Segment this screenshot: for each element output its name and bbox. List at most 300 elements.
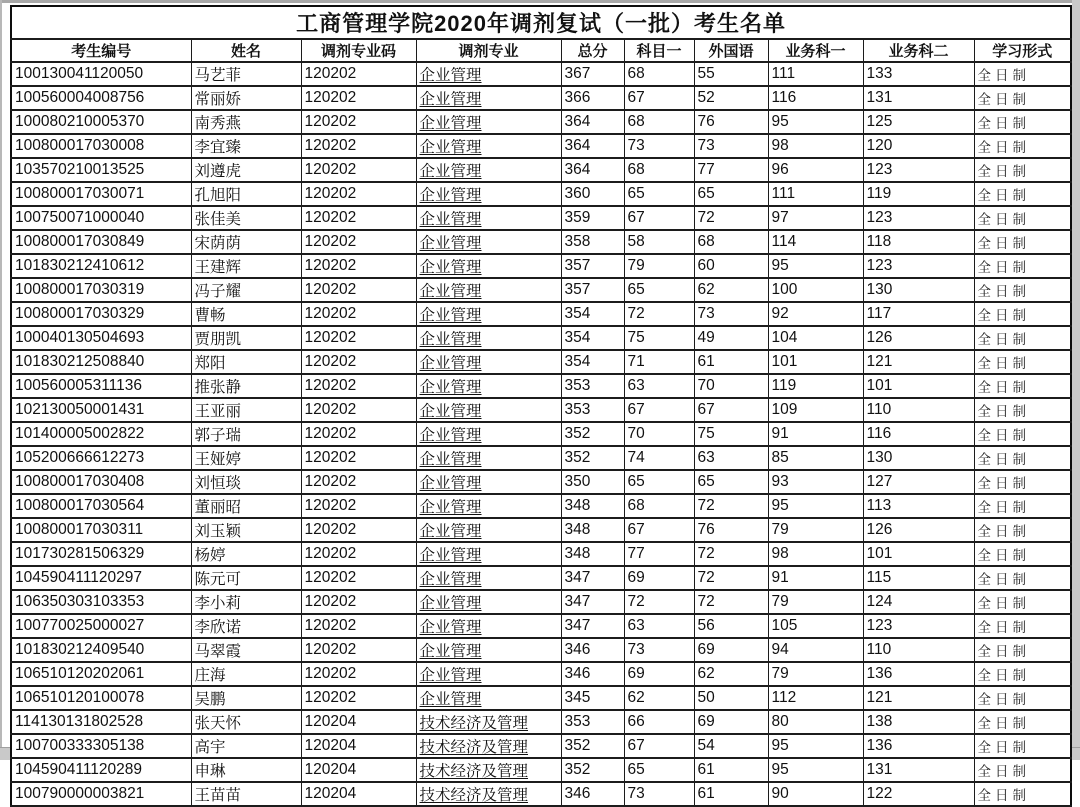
cell-professional-one: 112 (768, 686, 863, 710)
cell-professional-two: 120 (863, 134, 974, 158)
cell-subject-one: 77 (624, 542, 694, 566)
cell-foreign-language: 68 (694, 230, 768, 254)
cell-professional-one: 95 (768, 494, 863, 518)
cell-candidate-id: 100800017030849 (11, 230, 191, 254)
cell-total-score: 348 (561, 494, 624, 518)
cell-transfer-major-code: 120202 (301, 110, 416, 134)
cell-study-mode: 全日制 (974, 326, 1071, 350)
cell-name: 王娅婷 (191, 446, 301, 470)
cell-study-mode: 全日制 (974, 350, 1071, 374)
cell-foreign-language: 60 (694, 254, 768, 278)
cell-candidate-id: 100800017030008 (11, 134, 191, 158)
cell-total-score: 358 (561, 230, 624, 254)
cell-professional-two: 124 (863, 590, 974, 614)
cell-subject-one: 69 (624, 662, 694, 686)
cell-total-score: 353 (561, 398, 624, 422)
column-header-professional-one: 业务科一 (768, 39, 863, 62)
cell-transfer-major: 企业管理 (416, 158, 561, 182)
cell-name: 曹畅 (191, 302, 301, 326)
cell-transfer-major-code: 120202 (301, 518, 416, 542)
cell-study-mode: 全日制 (974, 782, 1071, 806)
cell-transfer-major: 企业管理 (416, 326, 561, 350)
cell-study-mode: 全日制 (974, 542, 1071, 566)
cell-transfer-major-code: 120202 (301, 230, 416, 254)
cell-transfer-major-code: 120202 (301, 206, 416, 230)
cell-candidate-id: 102130050001431 (11, 398, 191, 422)
table-row (11, 86, 1071, 110)
cell-transfer-major-code: 120202 (301, 62, 416, 86)
cell-candidate-id: 100800017030319 (11, 278, 191, 302)
cell-foreign-language: 70 (694, 374, 768, 398)
cell-subject-one: 72 (624, 302, 694, 326)
cell-candidate-id: 100800017030311 (11, 518, 191, 542)
cell-subject-one: 71 (624, 350, 694, 374)
cell-professional-one: 119 (768, 374, 863, 398)
cell-study-mode: 全日制 (974, 422, 1071, 446)
cell-study-mode: 全日制 (974, 62, 1071, 86)
cell-name: 王亚丽 (191, 398, 301, 422)
cell-foreign-language: 50 (694, 686, 768, 710)
cell-transfer-major-code: 120202 (301, 374, 416, 398)
table-row (11, 782, 1071, 806)
table-row (11, 278, 1071, 302)
table-row (11, 326, 1071, 350)
cell-study-mode: 全日制 (974, 158, 1071, 182)
column-header-candidate-id: 考生编号 (11, 39, 191, 62)
cell-transfer-major-code: 120202 (301, 590, 416, 614)
cell-foreign-language: 55 (694, 62, 768, 86)
cell-total-score: 360 (561, 182, 624, 206)
cell-total-score: 364 (561, 110, 624, 134)
table-row (11, 398, 1071, 422)
cell-professional-one: 79 (768, 518, 863, 542)
table-row (11, 734, 1071, 758)
cell-professional-one: 97 (768, 206, 863, 230)
cell-transfer-major: 企业管理 (416, 494, 561, 518)
cell-total-score: 352 (561, 422, 624, 446)
cell-subject-one: 67 (624, 206, 694, 230)
table-row (11, 374, 1071, 398)
table-body (11, 62, 1071, 806)
cell-transfer-major: 企业管理 (416, 278, 561, 302)
cell-transfer-major: 企业管理 (416, 62, 561, 86)
cell-candidate-id: 101830212409540 (11, 638, 191, 662)
table-row (11, 134, 1071, 158)
table-row (11, 302, 1071, 326)
cell-professional-two: 123 (863, 158, 974, 182)
cell-transfer-major-code: 120202 (301, 182, 416, 206)
table-row (11, 758, 1071, 782)
table-row (11, 542, 1071, 566)
column-header-subject-one: 科目一 (624, 39, 694, 62)
cell-candidate-id: 105200666612273 (11, 446, 191, 470)
cell-total-score: 354 (561, 350, 624, 374)
cell-foreign-language: 65 (694, 182, 768, 206)
cell-professional-two: 125 (863, 110, 974, 134)
cell-professional-one: 111 (768, 62, 863, 86)
cell-professional-two: 118 (863, 230, 974, 254)
cell-candidate-id: 104590411120289 (11, 758, 191, 782)
cell-subject-one: 73 (624, 782, 694, 806)
table-row (11, 470, 1071, 494)
cell-study-mode: 全日制 (974, 686, 1071, 710)
cell-total-score: 354 (561, 302, 624, 326)
candidates-table (10, 5, 1072, 807)
cell-total-score: 347 (561, 590, 624, 614)
cell-transfer-major: 企业管理 (416, 638, 561, 662)
cell-total-score: 350 (561, 470, 624, 494)
cell-candidate-id: 100130041120050 (11, 62, 191, 86)
table-row (11, 518, 1071, 542)
column-header-study-mode: 学习形式 (974, 39, 1071, 62)
cell-subject-one: 70 (624, 422, 694, 446)
cell-transfer-major: 企业管理 (416, 446, 561, 470)
cell-transfer-major-code: 120202 (301, 686, 416, 710)
cell-professional-two: 119 (863, 182, 974, 206)
cell-candidate-id: 100800017030071 (11, 182, 191, 206)
cell-subject-one: 65 (624, 278, 694, 302)
cell-professional-two: 138 (863, 710, 974, 734)
cell-transfer-major: 技术经济及管理 (416, 734, 561, 758)
cell-transfer-major-code: 120202 (301, 134, 416, 158)
cell-name: 冯子耀 (191, 278, 301, 302)
table-row (11, 350, 1071, 374)
cell-total-score: 352 (561, 758, 624, 782)
cell-study-mode: 全日制 (974, 662, 1071, 686)
cell-professional-two: 136 (863, 662, 974, 686)
cell-candidate-id: 100770025000027 (11, 614, 191, 638)
cell-subject-one: 67 (624, 86, 694, 110)
cell-professional-one: 85 (768, 446, 863, 470)
cell-transfer-major: 企业管理 (416, 686, 561, 710)
cell-name: 李欣诺 (191, 614, 301, 638)
cell-transfer-major: 企业管理 (416, 374, 561, 398)
cell-candidate-id: 103570210013525 (11, 158, 191, 182)
cell-study-mode: 全日制 (974, 590, 1071, 614)
cell-total-score: 347 (561, 566, 624, 590)
cell-total-score: 346 (561, 782, 624, 806)
cell-total-score: 347 (561, 614, 624, 638)
cell-subject-one: 74 (624, 446, 694, 470)
cell-transfer-major: 企业管理 (416, 422, 561, 446)
cell-transfer-major: 企业管理 (416, 590, 561, 614)
cell-transfer-major-code: 120202 (301, 446, 416, 470)
cell-candidate-id: 100800017030329 (11, 302, 191, 326)
cell-total-score: 348 (561, 542, 624, 566)
cell-professional-two: 101 (863, 374, 974, 398)
table-row (11, 206, 1071, 230)
cell-subject-one: 73 (624, 134, 694, 158)
cell-professional-two: 131 (863, 758, 974, 782)
cell-professional-one: 105 (768, 614, 863, 638)
cell-foreign-language: 62 (694, 278, 768, 302)
cell-transfer-major: 企业管理 (416, 302, 561, 326)
cell-professional-one: 111 (768, 182, 863, 206)
column-header-transfer-major-code: 调剂专业码 (301, 39, 416, 62)
cell-name: 陈元可 (191, 566, 301, 590)
cell-study-mode: 全日制 (974, 230, 1071, 254)
cell-transfer-major: 企业管理 (416, 86, 561, 110)
cell-candidate-id: 100560005311136 (11, 374, 191, 398)
cell-study-mode: 全日制 (974, 206, 1071, 230)
cell-name: 刘玉颖 (191, 518, 301, 542)
table-row (11, 662, 1071, 686)
cell-foreign-language: 72 (694, 494, 768, 518)
cell-subject-one: 63 (624, 614, 694, 638)
cell-professional-two: 117 (863, 302, 974, 326)
cell-professional-two: 122 (863, 782, 974, 806)
cell-professional-two: 121 (863, 686, 974, 710)
cell-subject-one: 75 (624, 326, 694, 350)
cell-professional-one: 95 (768, 254, 863, 278)
cell-candidate-id: 100560004008756 (11, 86, 191, 110)
cell-subject-one: 68 (624, 494, 694, 518)
cell-transfer-major: 技术经济及管理 (416, 710, 561, 734)
cell-professional-one: 100 (768, 278, 863, 302)
cell-study-mode: 全日制 (974, 734, 1071, 758)
cell-transfer-major-code: 120204 (301, 782, 416, 806)
cell-study-mode: 全日制 (974, 302, 1071, 326)
table-row (11, 710, 1071, 734)
cell-study-mode: 全日制 (974, 110, 1071, 134)
cell-professional-one: 109 (768, 398, 863, 422)
cell-professional-two: 123 (863, 254, 974, 278)
cell-subject-one: 66 (624, 710, 694, 734)
cell-foreign-language: 56 (694, 614, 768, 638)
cell-total-score: 346 (561, 638, 624, 662)
cell-foreign-language: 52 (694, 86, 768, 110)
cell-professional-two: 121 (863, 350, 974, 374)
cell-total-score: 364 (561, 158, 624, 182)
cell-professional-two: 130 (863, 446, 974, 470)
cell-total-score: 353 (561, 710, 624, 734)
cell-foreign-language: 49 (694, 326, 768, 350)
cell-professional-one: 98 (768, 542, 863, 566)
cell-name: 郑阳 (191, 350, 301, 374)
cell-total-score: 366 (561, 86, 624, 110)
cell-transfer-major-code: 120202 (301, 542, 416, 566)
cell-study-mode: 全日制 (974, 254, 1071, 278)
cell-candidate-id: 106350303103353 (11, 590, 191, 614)
cell-name: 张天怀 (191, 710, 301, 734)
cell-subject-one: 65 (624, 182, 694, 206)
cell-total-score: 357 (561, 254, 624, 278)
cell-professional-one: 96 (768, 158, 863, 182)
cell-name: 刘遵虎 (191, 158, 301, 182)
cell-name: 宋荫荫 (191, 230, 301, 254)
cell-professional-one: 104 (768, 326, 863, 350)
cell-candidate-id: 100800017030408 (11, 470, 191, 494)
cell-name: 董丽昭 (191, 494, 301, 518)
cell-professional-one: 95 (768, 758, 863, 782)
cell-foreign-language: 65 (694, 470, 768, 494)
cell-foreign-language: 61 (694, 758, 768, 782)
cell-candidate-id: 114130131802528 (11, 710, 191, 734)
cell-subject-one: 67 (624, 518, 694, 542)
cell-transfer-major: 企业管理 (416, 110, 561, 134)
cell-subject-one: 58 (624, 230, 694, 254)
cell-study-mode: 全日制 (974, 446, 1071, 470)
cell-foreign-language: 62 (694, 662, 768, 686)
cell-name: 孔旭阳 (191, 182, 301, 206)
cell-professional-one: 95 (768, 110, 863, 134)
cell-foreign-language: 72 (694, 590, 768, 614)
cell-study-mode: 全日制 (974, 470, 1071, 494)
column-header-total-score: 总分 (561, 39, 624, 62)
cell-candidate-id: 101400005002822 (11, 422, 191, 446)
cell-candidate-id: 101830212508840 (11, 350, 191, 374)
cell-transfer-major-code: 120202 (301, 662, 416, 686)
cell-total-score: 354 (561, 326, 624, 350)
cell-subject-one: 68 (624, 62, 694, 86)
cell-name: 高宇 (191, 734, 301, 758)
cell-transfer-major-code: 120202 (301, 422, 416, 446)
cell-study-mode: 全日制 (974, 494, 1071, 518)
table-row (11, 254, 1071, 278)
table-row (11, 614, 1071, 638)
cell-professional-two: 127 (863, 470, 974, 494)
cell-study-mode: 全日制 (974, 86, 1071, 110)
title-row (11, 6, 1071, 39)
cell-name: 常丽娇 (191, 86, 301, 110)
cell-transfer-major-code: 120204 (301, 758, 416, 782)
cell-total-score: 345 (561, 686, 624, 710)
cell-name: 李宜臻 (191, 134, 301, 158)
header-row (11, 39, 1071, 62)
cell-total-score: 359 (561, 206, 624, 230)
cell-transfer-major-code: 120202 (301, 470, 416, 494)
cell-professional-one: 91 (768, 566, 863, 590)
table-row (11, 566, 1071, 590)
cell-name: 张佳美 (191, 206, 301, 230)
cell-total-score: 346 (561, 662, 624, 686)
cell-foreign-language: 77 (694, 158, 768, 182)
table-row (11, 590, 1071, 614)
cell-professional-two: 136 (863, 734, 974, 758)
cell-professional-one: 101 (768, 350, 863, 374)
cell-transfer-major-code: 120202 (301, 254, 416, 278)
column-header-name: 姓名 (191, 39, 301, 62)
cell-subject-one: 68 (624, 158, 694, 182)
cell-candidate-id: 106510120100078 (11, 686, 191, 710)
cell-foreign-language: 73 (694, 134, 768, 158)
cell-name: 申琳 (191, 758, 301, 782)
cell-subject-one: 69 (624, 566, 694, 590)
cell-name: 王建辉 (191, 254, 301, 278)
cell-study-mode: 全日制 (974, 758, 1071, 782)
cell-transfer-major: 企业管理 (416, 254, 561, 278)
cell-transfer-major: 企业管理 (416, 542, 561, 566)
cell-candidate-id: 106510120202061 (11, 662, 191, 686)
cell-study-mode: 全日制 (974, 518, 1071, 542)
cell-study-mode: 全日制 (974, 398, 1071, 422)
cell-professional-one: 93 (768, 470, 863, 494)
cell-study-mode: 全日制 (974, 638, 1071, 662)
cell-candidate-id: 100800017030564 (11, 494, 191, 518)
cell-transfer-major: 技术经济及管理 (416, 758, 561, 782)
cell-name: 李小莉 (191, 590, 301, 614)
cell-transfer-major-code: 120202 (301, 494, 416, 518)
cell-transfer-major-code: 120202 (301, 350, 416, 374)
cell-subject-one: 63 (624, 374, 694, 398)
cell-professional-one: 94 (768, 638, 863, 662)
cell-professional-two: 133 (863, 62, 974, 86)
cell-transfer-major-code: 120204 (301, 734, 416, 758)
cell-candidate-id: 100750071000040 (11, 206, 191, 230)
cell-name: 马翠霞 (191, 638, 301, 662)
cell-transfer-major: 企业管理 (416, 206, 561, 230)
cell-professional-two: 130 (863, 278, 974, 302)
scan-edge-top (0, 0, 1080, 3)
table-row (11, 422, 1071, 446)
cell-foreign-language: 54 (694, 734, 768, 758)
cell-professional-two: 116 (863, 422, 974, 446)
cell-foreign-language: 67 (694, 398, 768, 422)
cell-candidate-id: 101830212410612 (11, 254, 191, 278)
column-header-professional-two: 业务科二 (863, 39, 974, 62)
cell-study-mode: 全日制 (974, 710, 1071, 734)
cell-name: 贾朋凯 (191, 326, 301, 350)
cell-transfer-major: 技术经济及管理 (416, 782, 561, 806)
table-row (11, 158, 1071, 182)
cell-professional-one: 91 (768, 422, 863, 446)
scan-edge-left (0, 0, 2, 747)
cell-professional-two: 113 (863, 494, 974, 518)
cell-name: 吴鹏 (191, 686, 301, 710)
cell-professional-two: 131 (863, 86, 974, 110)
cell-subject-one: 65 (624, 758, 694, 782)
cell-subject-one: 72 (624, 590, 694, 614)
cell-candidate-id: 100080210005370 (11, 110, 191, 134)
cell-total-score: 353 (561, 374, 624, 398)
cell-professional-one: 95 (768, 734, 863, 758)
cell-total-score: 367 (561, 62, 624, 86)
cell-name: 刘恒琰 (191, 470, 301, 494)
cell-transfer-major-code: 120202 (301, 638, 416, 662)
cell-candidate-id: 100790000003821 (11, 782, 191, 806)
cell-transfer-major: 企业管理 (416, 470, 561, 494)
cell-subject-one: 73 (624, 638, 694, 662)
cell-total-score: 348 (561, 518, 624, 542)
cell-transfer-major-code: 120202 (301, 566, 416, 590)
cell-foreign-language: 72 (694, 206, 768, 230)
cell-transfer-major: 企业管理 (416, 662, 561, 686)
cell-foreign-language: 69 (694, 710, 768, 734)
cell-transfer-major-code: 120202 (301, 398, 416, 422)
cell-transfer-major-code: 120202 (301, 326, 416, 350)
cell-study-mode: 全日制 (974, 614, 1071, 638)
cell-total-score: 352 (561, 734, 624, 758)
cell-foreign-language: 72 (694, 566, 768, 590)
cell-professional-one: 90 (768, 782, 863, 806)
cell-study-mode: 全日制 (974, 134, 1071, 158)
cell-professional-two: 123 (863, 614, 974, 638)
cell-professional-two: 123 (863, 206, 974, 230)
cell-professional-two: 126 (863, 326, 974, 350)
cell-foreign-language: 76 (694, 110, 768, 134)
cell-subject-one: 68 (624, 110, 694, 134)
cell-foreign-language: 72 (694, 542, 768, 566)
cell-study-mode: 全日制 (974, 182, 1071, 206)
cell-professional-two: 110 (863, 398, 974, 422)
cell-subject-one: 62 (624, 686, 694, 710)
cell-name: 郭子瑞 (191, 422, 301, 446)
cell-subject-one: 65 (624, 470, 694, 494)
scan-edge-right (1072, 0, 1080, 759)
table-row (11, 686, 1071, 710)
cell-transfer-major: 企业管理 (416, 614, 561, 638)
cell-name: 杨婷 (191, 542, 301, 566)
